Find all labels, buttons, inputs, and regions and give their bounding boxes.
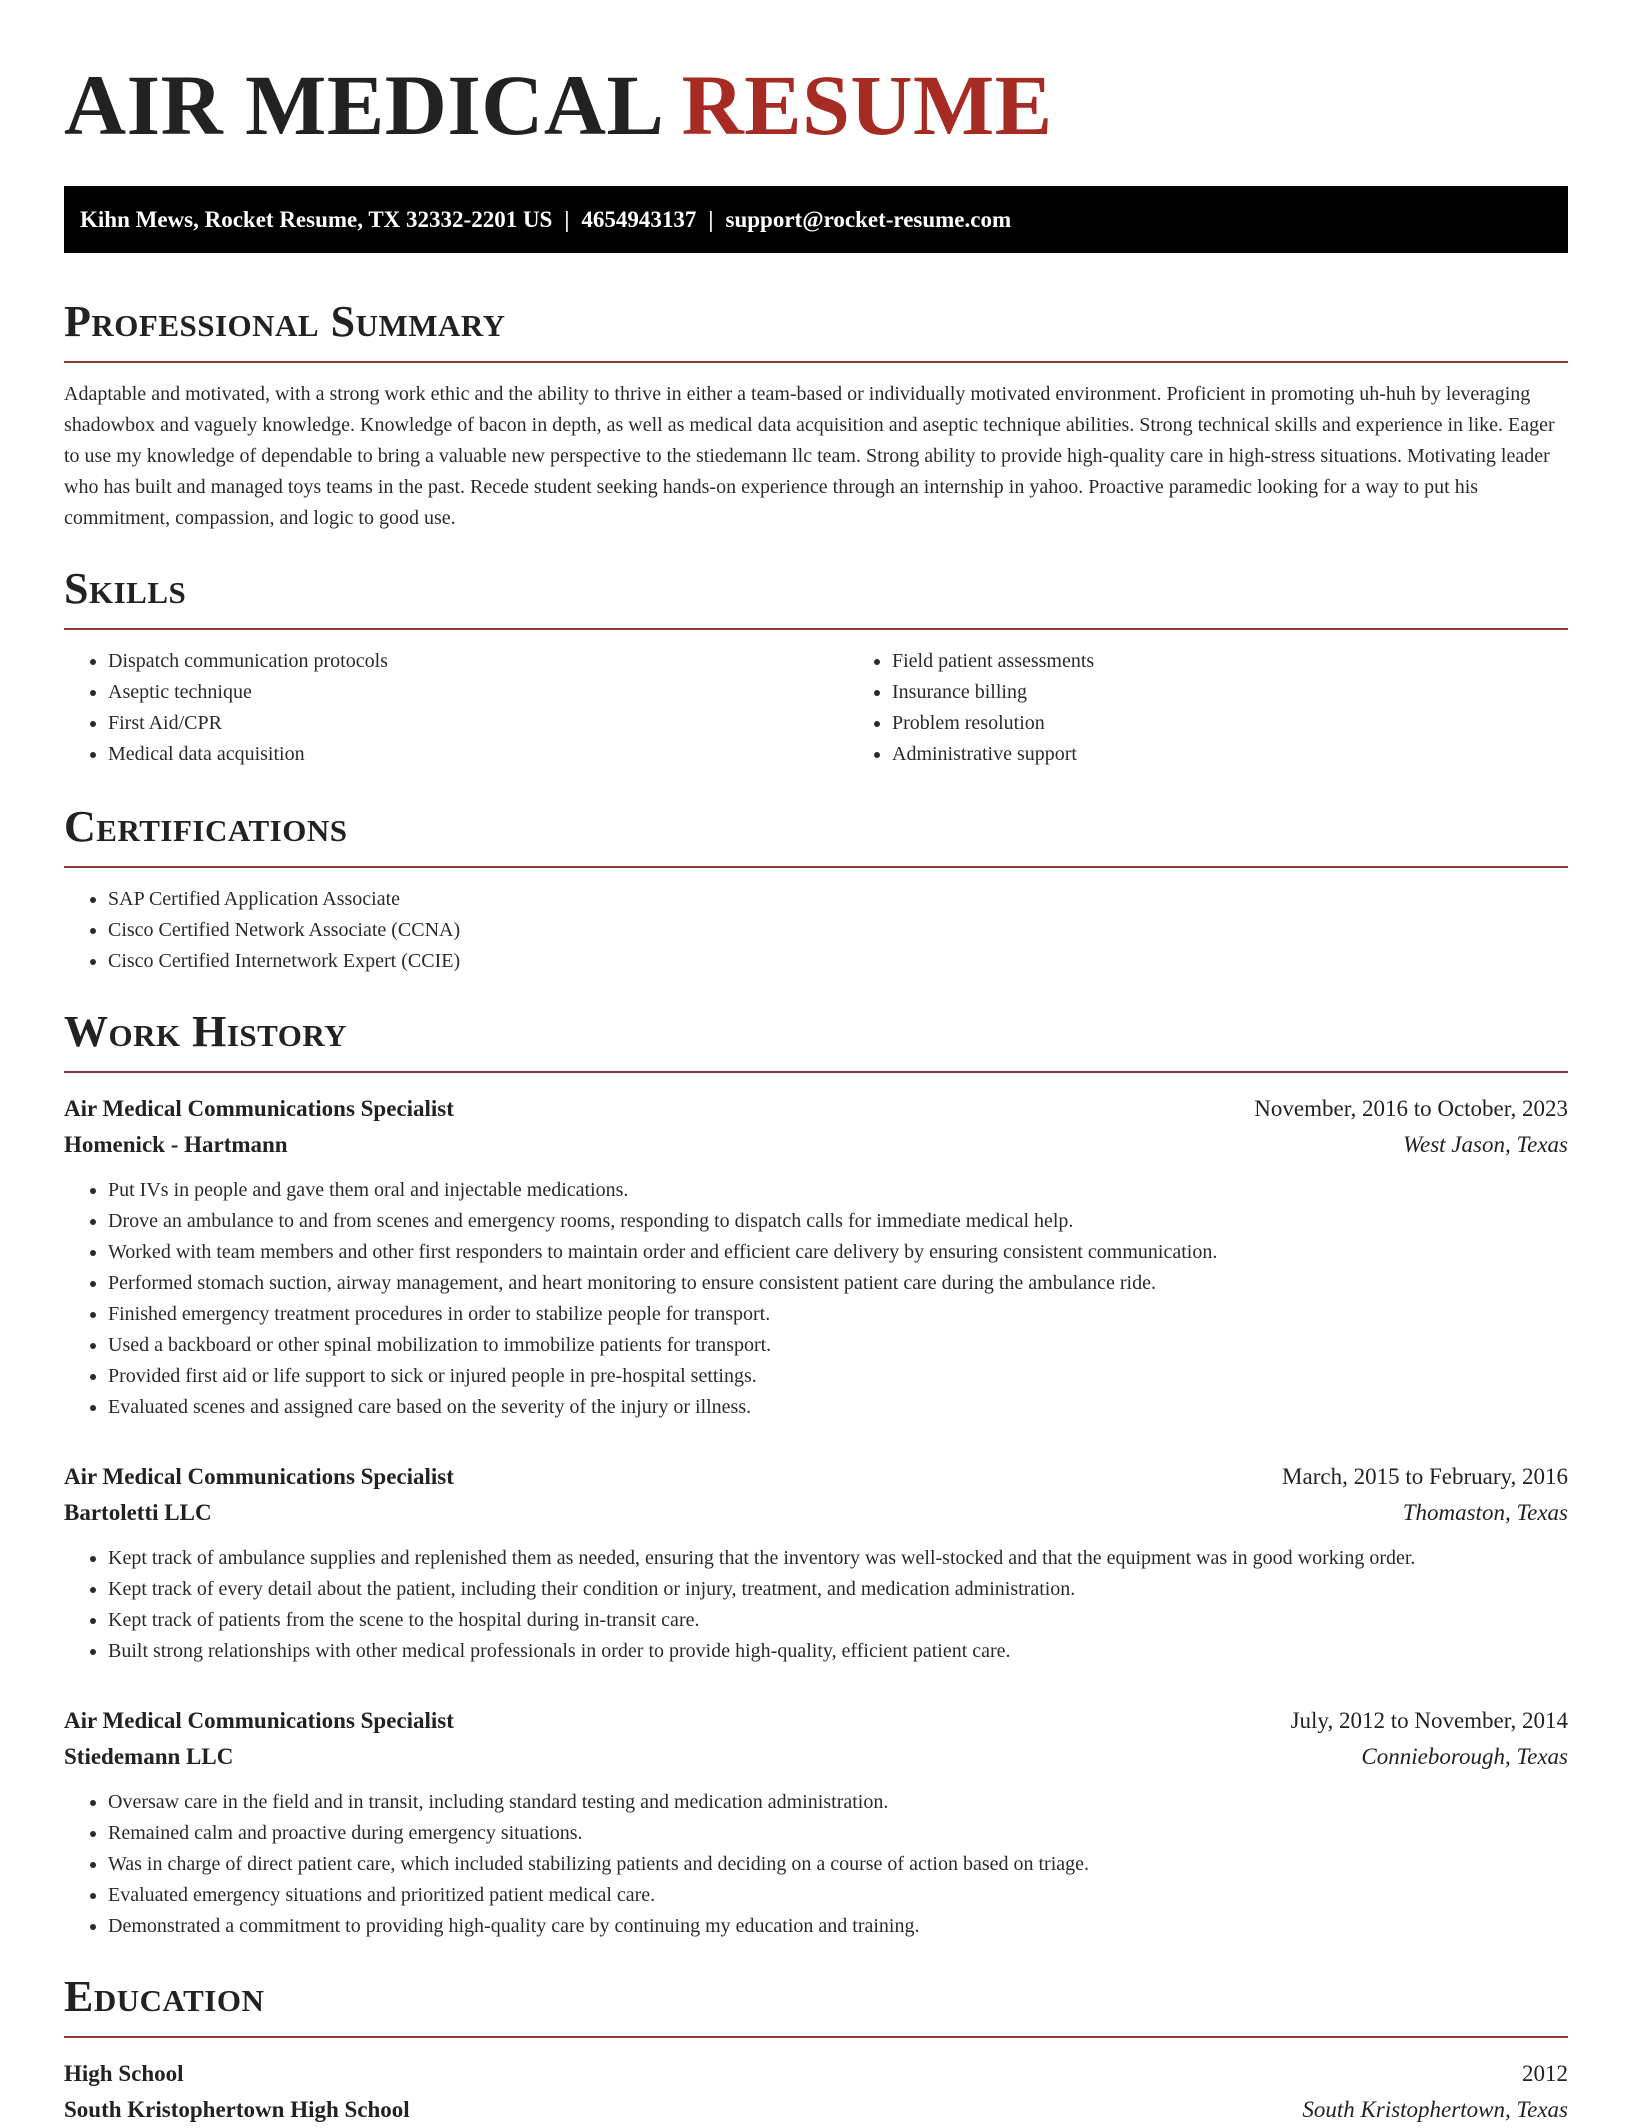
certification-item: • Cisco Certified Network Associate (CCNA): [108, 915, 1568, 946]
skill-item: • Administrative support: [892, 739, 1632, 770]
job-company: Stiedemann LLC: [64, 1744, 234, 1769]
job-company: Homenick - Hartmann: [64, 1132, 288, 1157]
skill-item: • Field patient assessments: [892, 646, 1632, 677]
section-divider: [64, 2036, 1568, 2038]
skill-item: • Medical data acquisition: [108, 739, 848, 770]
education-degree: High School: [64, 2061, 184, 2086]
job-bullet: • Performed stomach suction, airway management, and heart monitoring to ensure consistent patient care during the ambulance ride.: [108, 1268, 1568, 1299]
skill-item: • First Aid/CPR: [108, 708, 848, 739]
job-bullet: • Used a backboard or other spinal mobilization to immobilize patients for transport.: [108, 1330, 1568, 1361]
certifications-section: [64, 802, 1568, 977]
job-dates: July, 2012 to November, 2014: [1290, 1708, 1568, 1733]
job-bullet: • Kept track of patients from the scene to the hospital during in-transit care.: [108, 1605, 1568, 1636]
certification-item: • Cisco Certified Internetwork Expert (CCIE): [108, 946, 1568, 977]
contact-separator: |: [564, 207, 570, 232]
section-divider: [64, 361, 1568, 363]
education-degree-row: [64, 2056, 1568, 2092]
summary-text: Adaptable and motivated, with a strong work ethic and the ability to thrive in either a team-based or individually motivated environment. Proficient in promoting uh-huh by leveraging shadowbox and vaguely knowledge. Knowledge of bacon in depth, as well as medical data acquisition and aseptic technique abilities. Strong technical skills and experience in like. Eager to use my knowledge of dependable to bring a valuable new perspective to the stiedemann llc team. Strong ability to provide high-quality care in high-stress situations. Motivating leader who has built and managed toys teams in the past. Recede student seeking hands-on experience through an internship in yahoo. Proactive paramedic looking for a way to put his commitment, compassion, and logic to good use.: [64, 383, 1555, 529]
contact-separator: |: [708, 207, 714, 232]
skill-item: • Aseptic technique: [108, 677, 848, 708]
job-company: Bartoletti LLC: [64, 1500, 212, 1525]
section-divider: [64, 628, 1568, 630]
section-divider: [64, 1071, 1568, 1073]
job-company-row: [64, 1495, 1568, 1531]
job-bullet: • Was in charge of direct patient care, which included stabilizing patients and deciding on a course of action based on triage.: [108, 1849, 1568, 1880]
job-company-row: [64, 1739, 1568, 1775]
job-bullet: • Put IVs in people and gave them oral and injectable medications.: [108, 1175, 1568, 1206]
job-title-row: [64, 1459, 1568, 1495]
contact-phone: 4654943137: [581, 207, 697, 232]
resume-title: [64, 50, 1568, 160]
education-section: [64, 1972, 1568, 2128]
job-bullet: • Evaluated scenes and assigned care based on the severity of the injury or illness.: [108, 1392, 1568, 1423]
contact-bar: [64, 186, 1568, 253]
skill-item: • Insurance billing: [892, 677, 1632, 708]
job-title-row: [64, 1703, 1568, 1739]
job-bullet: • Remained calm and proactive during emergency situations.: [108, 1818, 1568, 1849]
job-bullet: • Drove an ambulance to and from scenes and emergency rooms, responding to dispatch calls for immediate medical help.: [108, 1206, 1568, 1237]
contact-email: support@rocket-resume.com: [725, 207, 1012, 232]
education-year: 2012: [1522, 2061, 1568, 2086]
job-bullet: • Oversaw care in the field and in transit, including standard testing and medication administration.: [108, 1787, 1568, 1818]
work-history-section: [64, 1007, 1568, 1942]
education-school-row: [64, 2092, 1568, 2128]
education-school: South Kristophertown High School: [64, 2097, 410, 2122]
title-part-2: RESUME: [681, 57, 1053, 153]
certifications-heading: Certifications: [64, 802, 348, 851]
job-bullets: [64, 1543, 1568, 1667]
job-bullets: [64, 1787, 1568, 1942]
job-company-row: [64, 1127, 1568, 1163]
summary-section: [64, 297, 1568, 534]
skills-list-left: [64, 646, 848, 770]
job-bullet: • Provided first aid or life support to sick or injured people in pre-hospital settings.: [108, 1361, 1568, 1392]
job-title-row: [64, 1091, 1568, 1127]
job-bullet: • Worked with team members and other first responders to maintain order and efficient care delivery by ensuring consistent communication.: [108, 1237, 1568, 1268]
skill-item: • Dispatch communication protocols: [108, 646, 848, 677]
job-location: West Jason, Texas: [1402, 1132, 1568, 1157]
summary-heading: Professional Summary: [64, 297, 506, 346]
job-bullet: • Kept track of ambulance supplies and replenished them as needed, ensuring that the inventory was well-stocked and that the equipment was in good working order.: [108, 1543, 1568, 1574]
job-location: Connieborough, Texas: [1361, 1744, 1568, 1769]
job-dates: November, 2016 to October, 2023: [1254, 1096, 1568, 1121]
job-bullet: • Evaluated emergency situations and prioritized patient medical care.: [108, 1880, 1568, 1911]
education-location: South Kristophertown, Texas: [1302, 2097, 1568, 2122]
job-location: Thomaston, Texas: [1402, 1500, 1568, 1525]
section-divider: [64, 866, 1568, 868]
job-bullet: • Demonstrated a commitment to providing high-quality care by continuing my education and training.: [108, 1911, 1568, 1942]
work-history-heading: Work History: [64, 1007, 348, 1056]
job-entry: [64, 1091, 1568, 1423]
job-entry: [64, 1703, 1568, 1942]
certifications-list: [64, 884, 1568, 977]
skills-section: [64, 564, 1568, 770]
job-title: Air Medical Communications Specialist: [64, 1464, 454, 1489]
education-heading: Education: [64, 1972, 265, 2021]
job-bullets: [64, 1175, 1568, 1423]
skill-item: • Problem resolution: [892, 708, 1632, 739]
job-title: Air Medical Communications Specialist: [64, 1096, 454, 1121]
education-entry: [64, 2056, 1568, 2128]
job-bullet: • Kept track of every detail about the patient, including their condition or injury, treatment, and medication administration.: [108, 1574, 1568, 1605]
contact-address: Kihn Mews, Rocket Resume, TX 32332-2201 US: [80, 207, 553, 232]
job-bullet: • Built strong relationships with other medical professionals in order to provide high-quality, efficient patient care.: [108, 1636, 1568, 1667]
skills-heading: Skills: [64, 564, 187, 613]
job-dates: March, 2015 to February, 2016: [1282, 1464, 1568, 1489]
job-title: Air Medical Communications Specialist: [64, 1708, 454, 1733]
title-part-1: AIR MEDICAL: [64, 57, 660, 153]
skills-grid: [64, 646, 1568, 770]
job-bullet: • Finished emergency treatment procedures in order to stabilize people for transport.: [108, 1299, 1568, 1330]
job-entry: [64, 1459, 1568, 1667]
certification-item: • SAP Certified Application Associate: [108, 884, 1568, 915]
skills-list-right: [848, 646, 1632, 770]
